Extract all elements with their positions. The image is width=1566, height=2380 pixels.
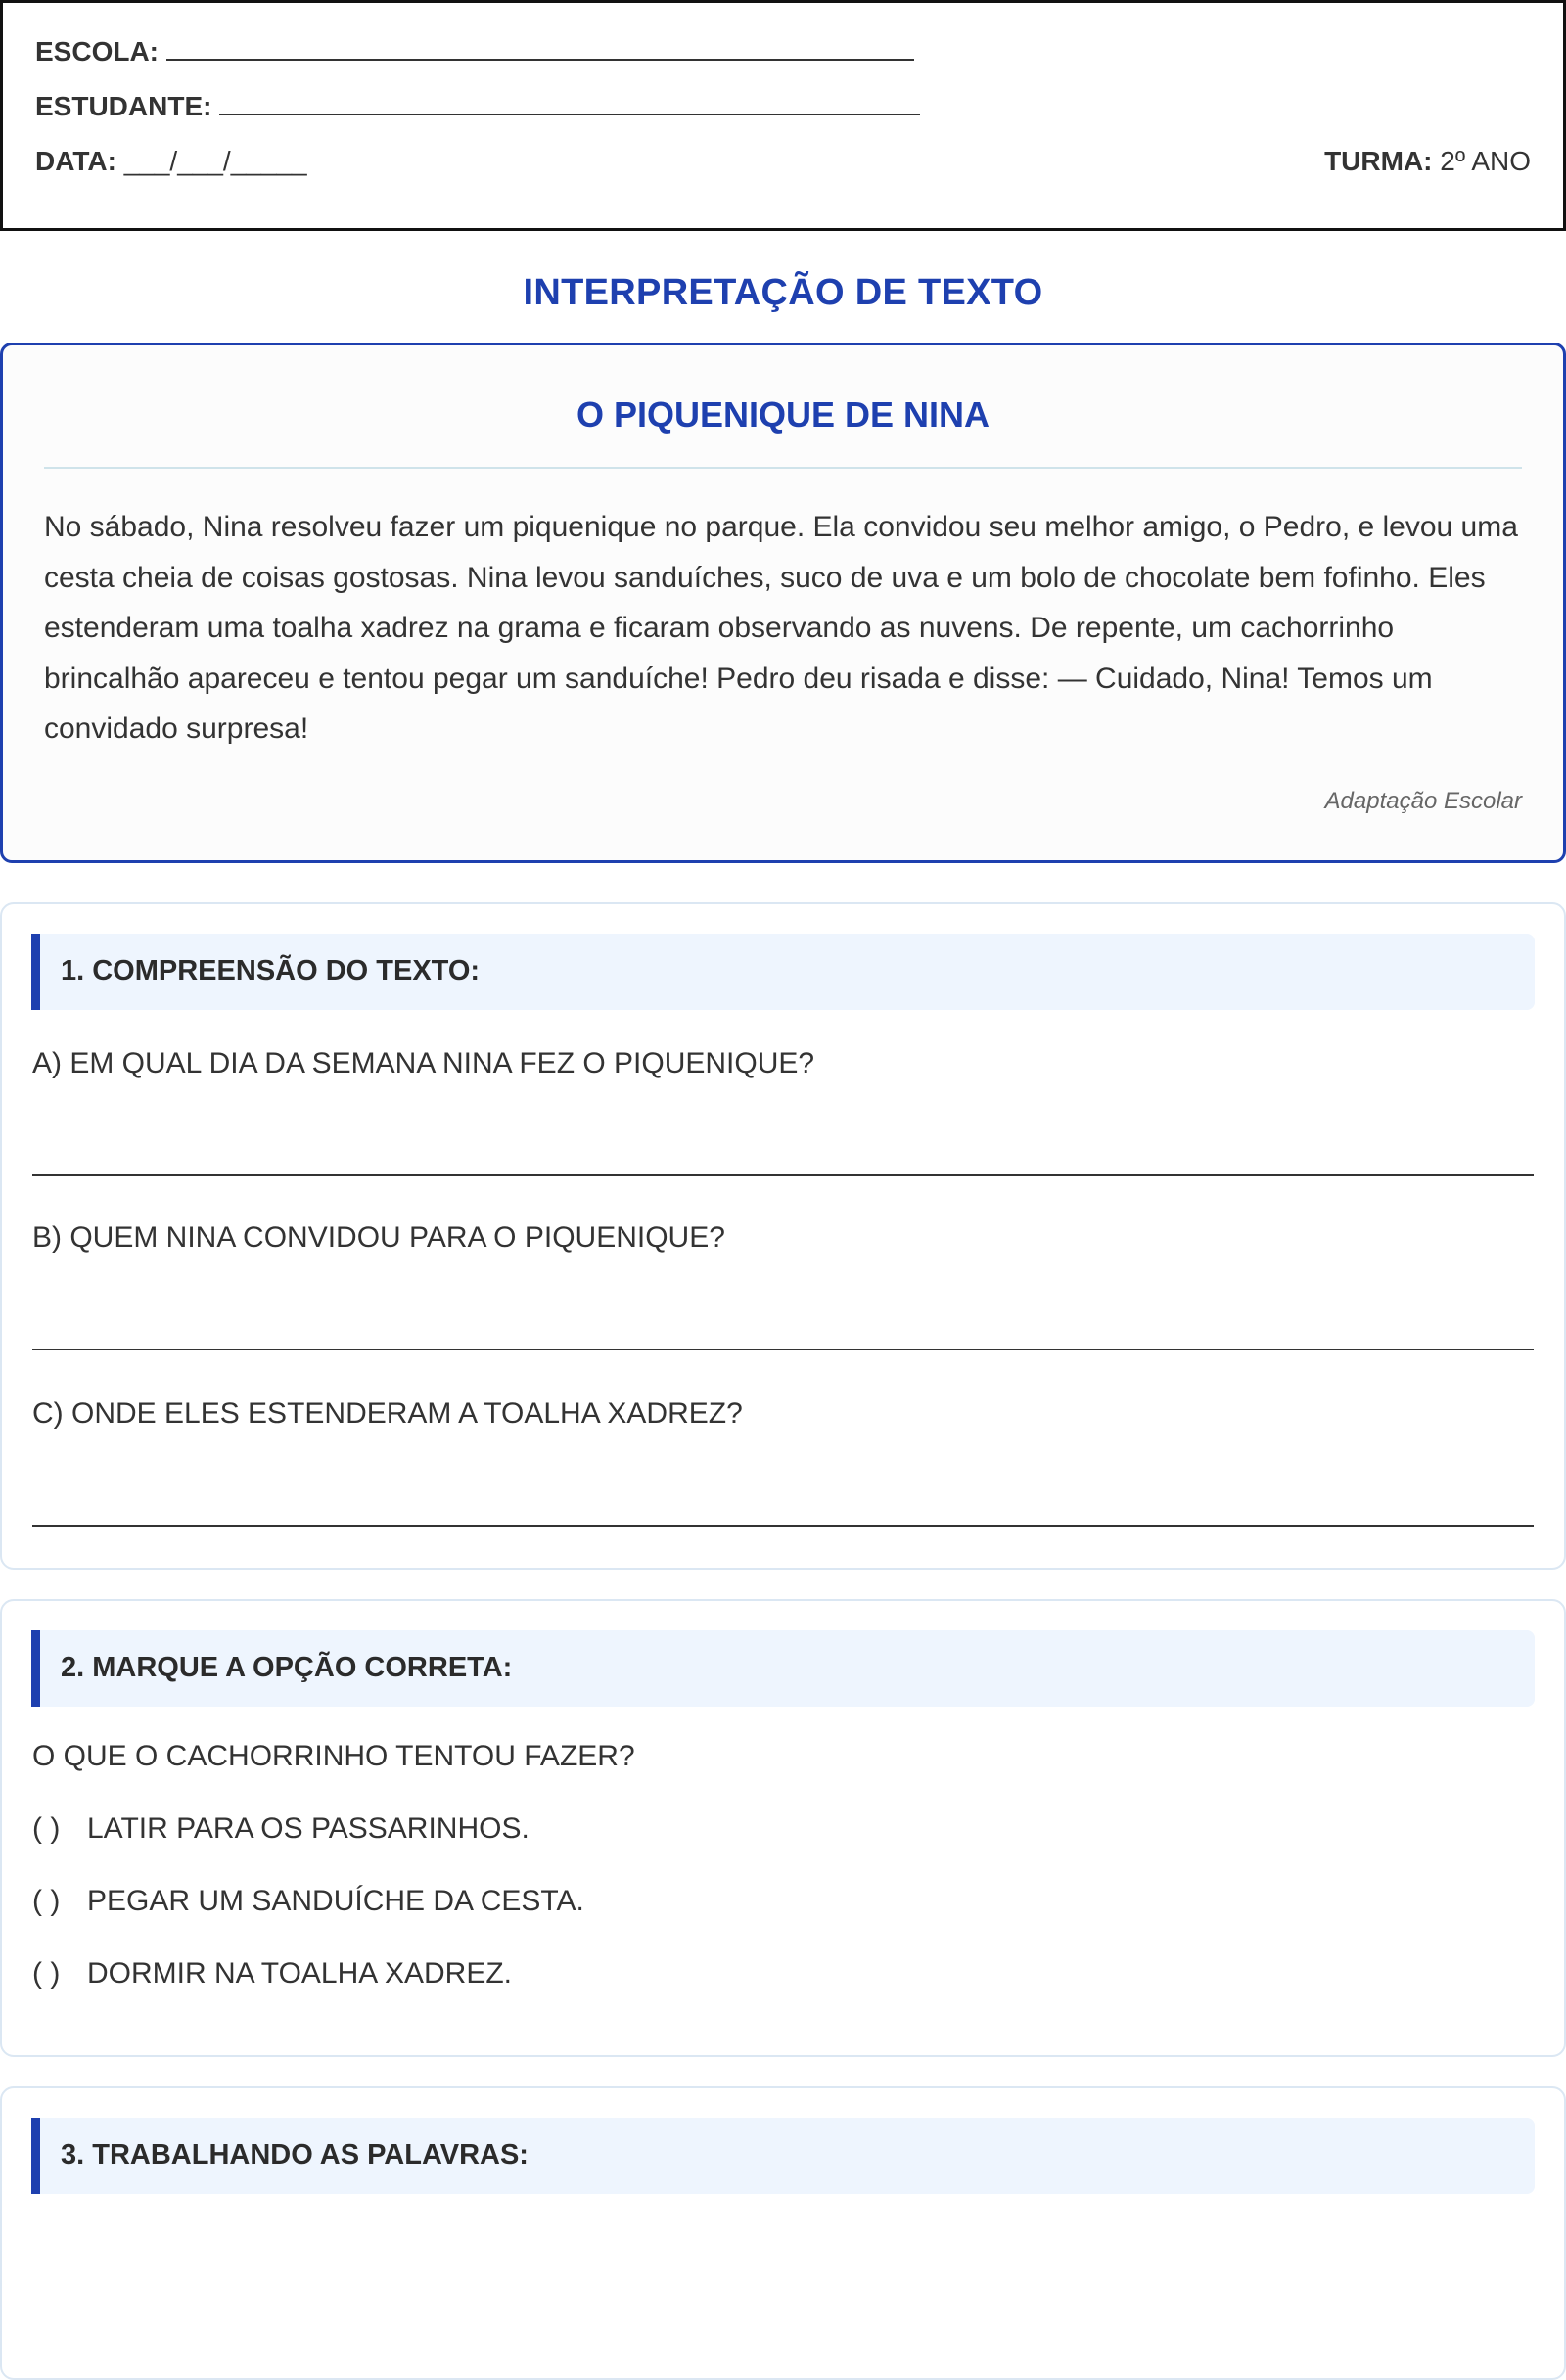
student-label: ESTUDANTE:: [35, 91, 212, 121]
section-header: [31, 2118, 1535, 2194]
student-field[interactable]: [219, 92, 920, 115]
section-title: 1. COMPREENSÃO DO TEXTO:: [61, 955, 481, 986]
school-field[interactable]: [166, 37, 914, 61]
section-title: 3. TRABALHANDO AS PALAVRAS:: [61, 2139, 529, 2171]
answer-line-c[interactable]: [32, 1525, 1534, 1527]
page-title: INTERPRETAÇÃO DE TEXTO: [523, 272, 1043, 313]
class-value: 2º ANO: [1440, 146, 1531, 176]
class-label: TURMA:: [1324, 146, 1433, 176]
student-row: [35, 91, 920, 122]
mc-question: O QUE O CACHORRINHO TENTOU FAZER?: [32, 1740, 635, 1772]
option-label: PEGAR UM SANDUÍCHE DA CESTA.: [87, 1885, 584, 1917]
date-label: DATA:: [35, 146, 116, 176]
section-title: 2. MARQUE A OPÇÃO CORRETA:: [61, 1652, 513, 1683]
checkbox-mark[interactable]: ( ): [32, 1957, 61, 1990]
class-row: [1324, 146, 1531, 177]
section-word-work: [0, 2086, 1566, 2380]
question-c: C) ONDE ELES ESTENDERAM A TOALHA XADREZ?: [32, 1397, 743, 1430]
question-a: A) EM QUAL DIA DA SEMANA NINA FEZ O PIQUENIQUE?: [32, 1047, 815, 1079]
checkbox-mark[interactable]: ( ): [32, 1812, 61, 1845]
answer-line-a[interactable]: [32, 1174, 1534, 1176]
question-b: B) QUEM NINA CONVIDOU PARA O PIQUENIQUE?: [32, 1221, 725, 1254]
section-header: [31, 1630, 1535, 1707]
answer-line-b[interactable]: [32, 1349, 1534, 1350]
checkbox-mark[interactable]: ( ): [32, 1885, 61, 1917]
story-box: [0, 343, 1566, 863]
mc-option[interactable]: [32, 1885, 584, 1918]
mc-option[interactable]: [32, 1957, 512, 1991]
option-label: DORMIR NA TOALHA XADREZ.: [87, 1957, 512, 1990]
section-header: [31, 934, 1535, 1010]
story-divider: [44, 467, 1522, 469]
student-info-box: [0, 0, 1566, 231]
date-field[interactable]: ___/___/_____: [123, 146, 307, 176]
school-row: [35, 36, 914, 68]
mc-option[interactable]: [32, 1812, 530, 1846]
school-label: ESCOLA:: [35, 36, 159, 67]
story-text: No sábado, Nina resolveu fazer um piquenique no parque. Ela convidou seu melhor amigo, o Pedro, e levou uma cesta cheia de coisas gostosas. Nina levou sanduíches, suco de uva e um bolo de chocolate bem fofinho. Eles estenderam uma toalha xadrez na grama e ficaram observando as nuvens. De repente, um cachorrinho brincalhão apareceu e tentou pegar um sanduíche! Pedro deu risada e disse: — Cuidado, Nina! Temos um convidado surpresa!: [44, 511, 1518, 745]
section-multiple-choice: [0, 1599, 1566, 2057]
section-comprehension: [0, 902, 1566, 1570]
date-row: [35, 146, 307, 177]
story-title: O PIQUENIQUE DE NINA: [576, 394, 990, 435]
story-source: Adaptação Escolar: [1324, 788, 1522, 814]
option-label: LATIR PARA OS PASSARINHOS.: [87, 1812, 530, 1845]
